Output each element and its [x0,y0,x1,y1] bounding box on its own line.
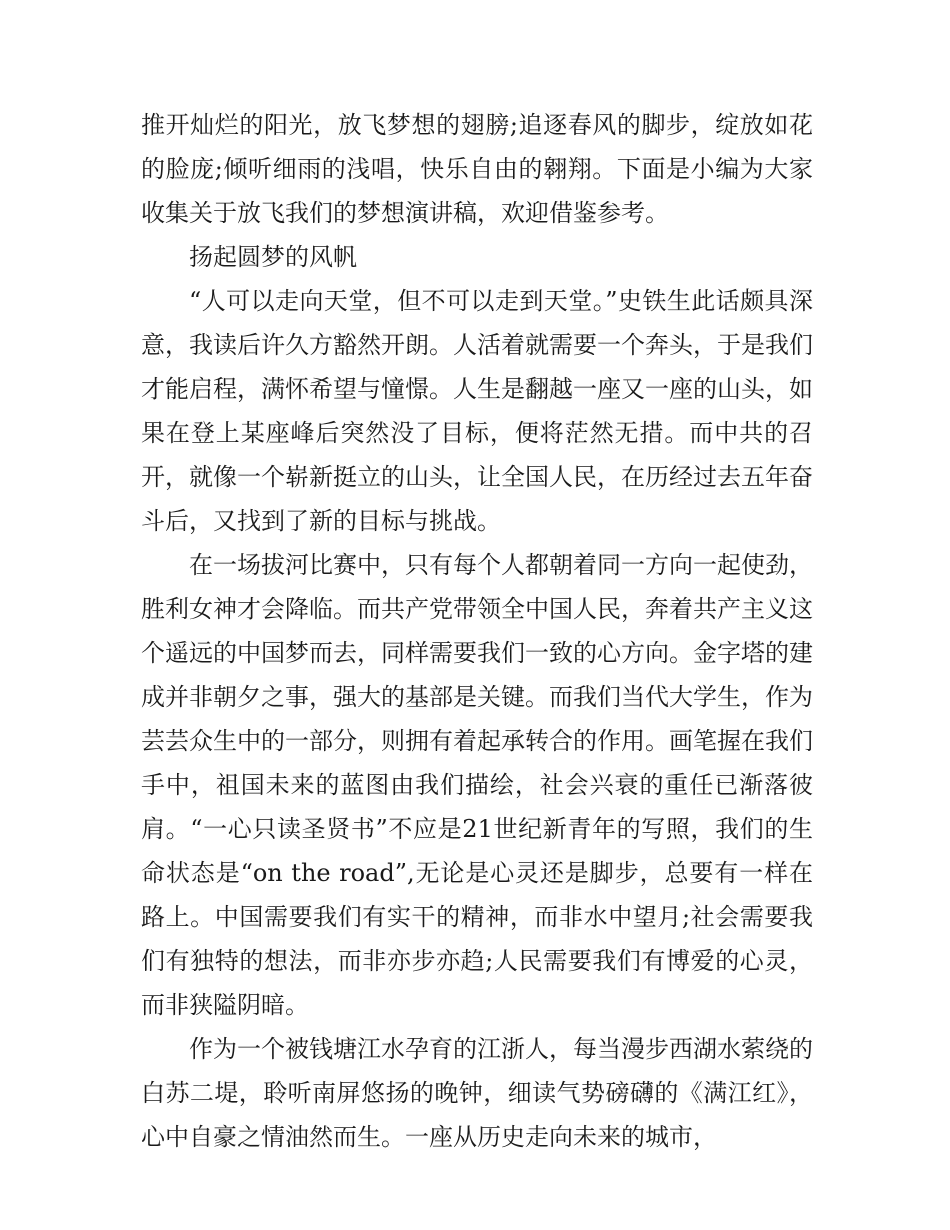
body-paragraph: 在一场拔河比赛中，只有每个人都朝着同一方向一起使劲，胜利女神才会降临。而共产党带领全中国人民，奔着共产主义这个遥远的中国梦而去，同样需要我们一致的心方向。金字塔的建成并非朝夕之事，强大的基部是关键。而我们当代大学生，作为芸芸众生中的一部分，则拥有着起承转合的作用。画笔握在我们手中，祖国未来的蓝图由我们描绘，社会兴衰的重任已渐落彼肩。“一心只读圣贤书”不应是21世纪新青年的写照，我们的生命状态是“on the road”,无论是心灵还是脚步，总要有一样在路上。中国需要我们有实干的精神，而非水中望月;社会需要我们有独特的想法，而非亦步亦趋;人民需要我们有博爱的心灵，而非狭隘阴暗。 [141,551,813,1019]
body-paragraph: 作为一个被钱塘江水孕育的江浙人，每当漫步西湖水萦绕的白苏二堤，聆听南屏悠扬的晚钟，细读气势磅礴的《满江红》，心中自豪之情油然而生。一座从历史走向未来的城市， [141,1035,813,1151]
speech-title: 扬起圆梦的风帆 [189,243,357,271]
intro-paragraph: 推开灿烂的阳光，放飞梦想的翅膀;追逐春风的脚步，绽放如花的脸庞;倾听细雨的浅唱，快乐自由的翱翔。下面是小编为大家收集关于放飞我们的梦想演讲稿，欢迎借鉴参考。 [141,111,813,227]
body-paragraph: “人可以走向天堂，但不可以走到天堂。”史铁生此话颇具深意，我读后许久方豁然开朗。人活着就需要一个奔头，于是我们才能启程，满怀希望与憧憬。人生是翻越一座又一座的山头，如果在登上某座峰后突然没了目标，便将茫然无措。而中共的召开，就像一个崭新挺立的山头，让全国人民，在历经过去五年奋斗后，又找到了新的目标与挑战。 [141,287,813,535]
document-body [141,103,813,1159]
